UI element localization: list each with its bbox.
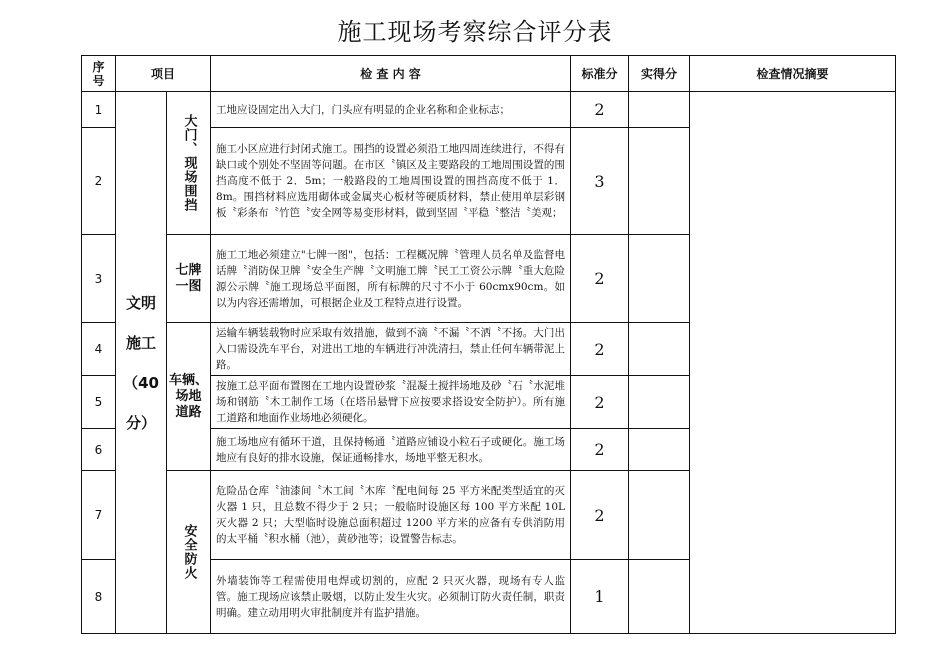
- row-number: 7: [82, 471, 116, 560]
- subitem-signs: [167, 235, 211, 323]
- category-cell: [116, 92, 167, 634]
- check-content: 运输车辆装载物时应采取有效措施，做到不滴〝不漏〝不洒〝不扬。大门出入口需设洗车平台，对进出工地的车辆进行冲洗清扫，禁止任何车辆带泥上路。: [211, 323, 571, 376]
- subitem-vehicles: [167, 323, 211, 471]
- standard-score: 2: [571, 429, 629, 471]
- subitem-fire-label: 安全防火: [181, 524, 197, 580]
- subitem-vehicles-label: 车辆、: [169, 372, 209, 388]
- row-number: 2: [82, 128, 116, 235]
- row-number: 4: [82, 323, 116, 376]
- standard-score: 2: [571, 92, 629, 128]
- check-content: 施工工地必须建立"七牌一图"，包括：工程概况牌〝管理人员名单及监督电话牌〝消防保卫牌〝安全生产牌〝文明施工牌〝民工工资公示牌〝重大危险源公示牌〝施工现场总平面图，所有标牌的尺寸不小于 60cmx90cm。如以为内容还需增加，可根据企业及工程特点进行设置。: [211, 235, 571, 323]
- subitem-fire: [167, 471, 211, 634]
- page-title: 施工现场考察综合评分表: [337, 18, 613, 46]
- header-summary: 检查情况摘要: [690, 56, 896, 92]
- header-actual: 实得分: [629, 56, 690, 92]
- row-number: 8: [82, 560, 116, 634]
- check-content: 施工场地应有循环干道，且保持畅通〝道路应铺设小粒石子或硬化。施工场地应有良好的排水设施，保证通畅排水，场地平整无积水。: [211, 429, 571, 471]
- standard-score: 2: [571, 235, 629, 323]
- standard-score: 1: [571, 560, 629, 634]
- actual-score-cell[interactable]: [629, 429, 690, 471]
- check-content: 外墙装饰等工程需使用电焊或切割的，应配 2 只灭火器，现场有专人监管。施工现场应该禁止吸烟，以防止发生火灾。必须制订防火责任制，职责明确。建立动用明火审批制度并有监护措施。: [211, 560, 571, 634]
- subitem-gate: [167, 92, 211, 235]
- header-seq-label: 序号: [92, 59, 105, 88]
- standard-score: 2: [571, 323, 629, 376]
- standard-score: 3: [571, 128, 629, 235]
- category-line: 文明: [125, 293, 156, 312]
- row-number: 1: [82, 92, 116, 128]
- actual-score-cell[interactable]: [629, 128, 690, 235]
- subitem-signs-label: 七牌: [175, 262, 202, 278]
- header-row: [82, 56, 896, 92]
- subitem-gate-label: 大门、现场围挡: [181, 114, 197, 212]
- standard-score: 2: [571, 376, 629, 429]
- subitem-signs-label: 一图: [175, 278, 202, 294]
- check-content: 施工小区应进行封闭式施工。围挡的设置必须沿工地四周连续进行，不得有缺口或个别处不坚固等问题。在市区〝镇区及主要路段的工地周围设置的围挡高度不低于 2．5m；一般路段的工地周围设置的围挡高度不低于 1．8m。围挡材料应选用砌体或金属夹心板材等硬质材料，禁止使用单层彩钢板〝彩条布〝竹笆〝安全网等易变形材料，做到坚固〝平稳〝整洁〝美观；: [211, 128, 571, 235]
- summary-cell[interactable]: [690, 92, 896, 634]
- actual-score-cell[interactable]: [629, 235, 690, 323]
- row-number: 6: [82, 429, 116, 471]
- category-line: （40: [123, 373, 159, 392]
- actual-score-cell[interactable]: [629, 92, 690, 128]
- check-content: 危险品仓库〝油漆间〝木工间〝木库〝配电间每 25 平方米配类型适宜的灭火器 1 只，且总数不得少于 2 只；一般临时设施区每 100 平方米配 10L 灭火器 2 只；大型临时设施总面积超过 1200 平方米的应备有专供消防用的太平桶〝积水桶（池），黄砂池等；设置警告标志。: [211, 471, 571, 560]
- header-item: 项目: [116, 56, 211, 92]
- check-content: 按施工总平面布置图在工地内设置砂浆〝混凝土搅拌场地及砂〝石〝水泥堆场和钢筋〝木工制作工场（在塔吊悬臂下应按要求搭设安全防护）。所有施工道路和地面作业场地必须硬化。: [211, 376, 571, 429]
- table-row: [82, 92, 896, 128]
- actual-score-cell[interactable]: [629, 560, 690, 634]
- header-seq: [82, 56, 116, 92]
- actual-score-cell[interactable]: [629, 376, 690, 429]
- category-line: 施工: [125, 333, 156, 352]
- header-standard: 标准分: [571, 56, 629, 92]
- subitem-vehicles-label: 场地: [175, 388, 202, 404]
- category-line: 分）: [125, 413, 156, 432]
- actual-score-cell[interactable]: [629, 471, 690, 560]
- row-number: 3: [82, 235, 116, 323]
- subitem-vehicles-label: 道路: [175, 404, 202, 420]
- row-number: 5: [82, 376, 116, 429]
- standard-score: 2: [571, 471, 629, 560]
- actual-score-cell[interactable]: [629, 323, 690, 376]
- check-content: 工地应设固定出入大门，门头应有明显的企业名称和企业标志；: [211, 92, 571, 128]
- evaluation-table: [81, 55, 896, 634]
- header-content: 检 查 内 容: [211, 56, 571, 92]
